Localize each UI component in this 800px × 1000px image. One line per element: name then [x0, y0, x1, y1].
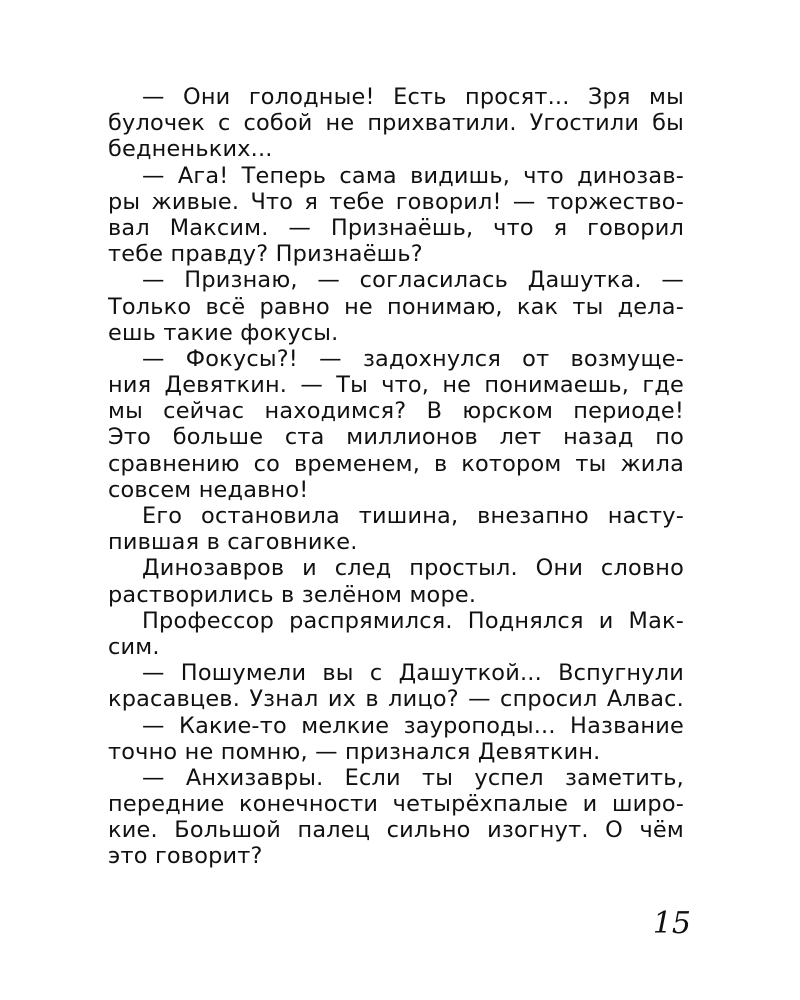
text-line: совсем недавно!	[108, 476, 309, 503]
text-line: Динозавров и след простыл. Они словно	[142, 555, 684, 582]
text-line: — Ага! Теперь сама видишь, что динозав-	[142, 162, 684, 189]
text-line: — Фокусы?! — задохнулся от возмуще-	[142, 345, 684, 372]
page-number: 15	[652, 906, 691, 941]
text-line: растворились в зелёном море.	[108, 581, 477, 608]
text-line: мы сейчас находимся? В юрском периоде!	[108, 398, 684, 425]
text-line: Это больше ста миллионов лет назад по	[108, 424, 684, 451]
text-line: — Пошумели вы с Дашуткой... Вспугнули	[142, 660, 684, 687]
text-line: это говорит?	[108, 843, 263, 870]
text-line: ешь такие фокусы.	[108, 319, 339, 346]
text-line: — Признаю, — согласилась Дашутка. —	[142, 267, 684, 294]
text-line: Профессор распрямился. Поднялся и Мак-	[142, 607, 684, 634]
text-line: пившая в саговнике.	[108, 529, 358, 556]
text-line: ния Девяткин. — Ты что, не понимаешь, где	[108, 372, 684, 399]
text-line: тебе правду? Признаёшь?	[108, 241, 423, 268]
text-line: сим.	[108, 633, 160, 660]
text-line: булочек с собой не прихватили. Угостили бы	[108, 110, 684, 137]
text-line: Только всё равно не понимаю, как ты дела-	[108, 293, 684, 320]
text-line: кие. Большой палец сильно изогнут. О чём	[108, 817, 684, 844]
text-line: ры живые. Что я тебе говорил! — торжество-	[108, 188, 684, 215]
text-line: передние конечности четырёхпалые и широ-	[108, 791, 684, 818]
text-line: красавцев. Узнал их в лицо? — спросил Алвас.	[108, 686, 684, 713]
text-line: Его остановила тишина, внезапно насту-	[142, 503, 684, 529]
text-line: вал Максим. — Признаёшь, что я говорил	[108, 214, 684, 241]
text-line: точно не помню, — признался Девяткин.	[108, 738, 601, 765]
text-line: — Они голодные! Есть просят... Зря мы	[142, 84, 684, 110]
text-line: — Анхизавры. Если ты успел заметить,	[142, 764, 684, 791]
page-text	[108, 84, 684, 870]
text-line: сравнению со временем, в котором ты жила	[108, 450, 684, 477]
text-line: бедненьких...	[108, 136, 273, 163]
text-line: — Какие-то мелкие зауроподы... Название	[142, 712, 684, 739]
